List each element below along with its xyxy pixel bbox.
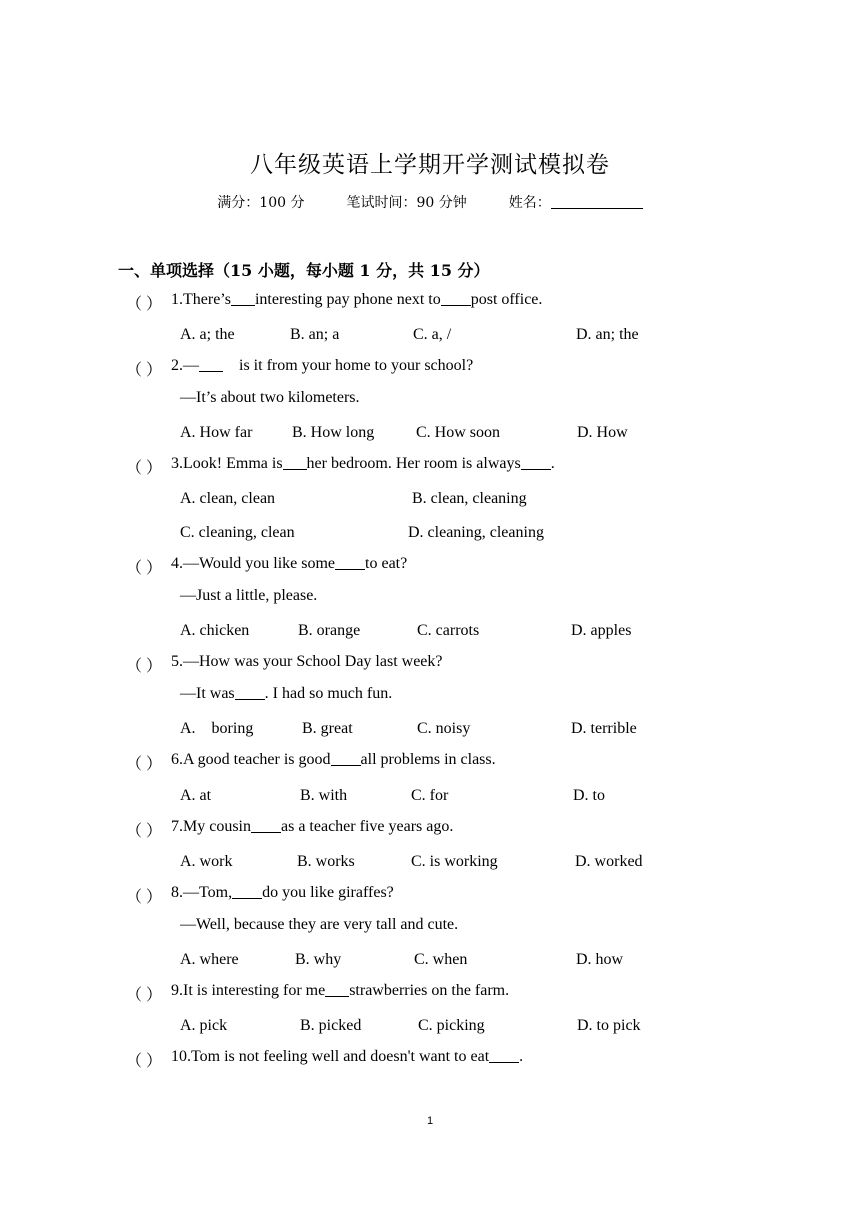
answer-paren[interactable]: （ ） (126, 460, 163, 477)
answer-paren[interactable]: （ ） (126, 889, 163, 906)
blank[interactable] (232, 884, 262, 899)
option-a: A. boring (180, 720, 254, 737)
option-d: D. apples (571, 622, 632, 639)
section-title: 一、单项选择（15 小题，每小题 1 分，共 15 分） (118, 261, 490, 280)
question-4: 4.—Would you like some to eat? (171, 555, 408, 572)
blank[interactable] (283, 455, 307, 470)
option-d: D. worked (575, 853, 643, 870)
option-d: D. cleaning, cleaning (408, 524, 544, 541)
option-b: B. picked (300, 1017, 362, 1034)
option-a: A. pick (180, 1017, 228, 1034)
option-c: C. a, / (413, 326, 452, 343)
full-score: 满分：100 分 (217, 195, 305, 211)
blank[interactable] (441, 291, 471, 306)
answer-paren[interactable]: （ ） (126, 296, 163, 313)
question-1: 1.There’s interesting pay phone next to post office. (171, 291, 543, 308)
reply-8: —Well, because they are very tall and cute. (180, 916, 459, 933)
option-b: B. why (295, 951, 342, 968)
answer-paren[interactable]: （ ） (126, 1053, 163, 1070)
answer-paren[interactable]: （ ） (126, 756, 163, 773)
blank[interactable] (231, 291, 255, 306)
blank[interactable] (325, 982, 349, 997)
reply-2: —It’s about two kilometers. (180, 389, 360, 406)
option-a: A. clean, clean (180, 490, 276, 507)
blank[interactable] (251, 818, 281, 833)
option-d: D. an; the (576, 326, 639, 343)
question-10: 10.Tom is not feeling well and doesn't want to eat . (171, 1048, 524, 1065)
option-b: B. clean, cleaning (412, 490, 527, 507)
page-title: 八年级英语上学期开学测试模拟卷 (250, 152, 610, 178)
page-number: 1 (426, 1115, 434, 1127)
blank[interactable] (331, 751, 361, 766)
question-5: 5.—How was your School Day last week? (171, 653, 443, 670)
blank[interactable] (521, 455, 551, 470)
question-8: 8.—Tom, do you like giraffes? (171, 884, 394, 901)
option-c: C. carrots (417, 622, 480, 639)
exam-time: 笔试时间：90 分钟 (346, 195, 467, 211)
option-a: A. a; the (180, 326, 235, 343)
reply-5: —It was . I had so much fun. (180, 685, 393, 702)
blank[interactable] (335, 555, 365, 570)
option-c: C. for (411, 787, 449, 804)
option-d: D. terrible (571, 720, 637, 737)
question-7: 7.My cousin as a teacher five years ago. (171, 818, 454, 835)
answer-paren[interactable]: （ ） (126, 987, 163, 1004)
option-c: C. How soon (416, 424, 501, 441)
option-a: A. where (180, 951, 239, 968)
answer-paren[interactable]: （ ） (126, 560, 163, 577)
option-d: D. How (577, 424, 628, 441)
question-6: 6.A good teacher is good all problems in class. (171, 751, 496, 768)
option-b: B. great (302, 720, 353, 737)
option-c: C. is working (411, 853, 498, 870)
option-a: A. work (180, 853, 233, 870)
option-b: B. How long (292, 424, 375, 441)
answer-paren[interactable]: （ ） (126, 823, 163, 840)
question-2: 2.— is it from your home to your school? (171, 357, 474, 374)
option-c: C. picking (418, 1017, 485, 1034)
answer-paren[interactable]: （ ） (126, 362, 163, 379)
question-9: 9.It is interesting for me strawberries on the farm. (171, 982, 510, 999)
question-3: 3.Look! Emma is her bedroom. Her room is always . (171, 455, 555, 472)
option-c: C. noisy (417, 720, 471, 737)
option-d: D. to pick (577, 1017, 641, 1034)
option-b: B. an; a (290, 326, 340, 343)
option-d: D. how (576, 951, 624, 968)
option-b: B. orange (298, 622, 361, 639)
option-b: B. with (300, 787, 348, 804)
option-a: A. chicken (180, 622, 250, 639)
reply-4: —Just a little, please. (180, 587, 318, 604)
exam-meta (0, 192, 860, 212)
option-c: C. cleaning, clean (180, 524, 295, 541)
blank[interactable] (199, 357, 223, 372)
option-c: C. when (414, 951, 468, 968)
blank[interactable] (235, 685, 265, 700)
option-b: B. works (297, 853, 355, 870)
name-label: 姓名： (508, 195, 551, 211)
option-d: D. to (573, 787, 605, 804)
name-blank[interactable] (551, 194, 643, 209)
option-a: A. How far (180, 424, 253, 441)
answer-paren[interactable]: （ ） (126, 658, 163, 675)
option-a: A. at (180, 787, 212, 804)
blank[interactable] (489, 1048, 519, 1063)
